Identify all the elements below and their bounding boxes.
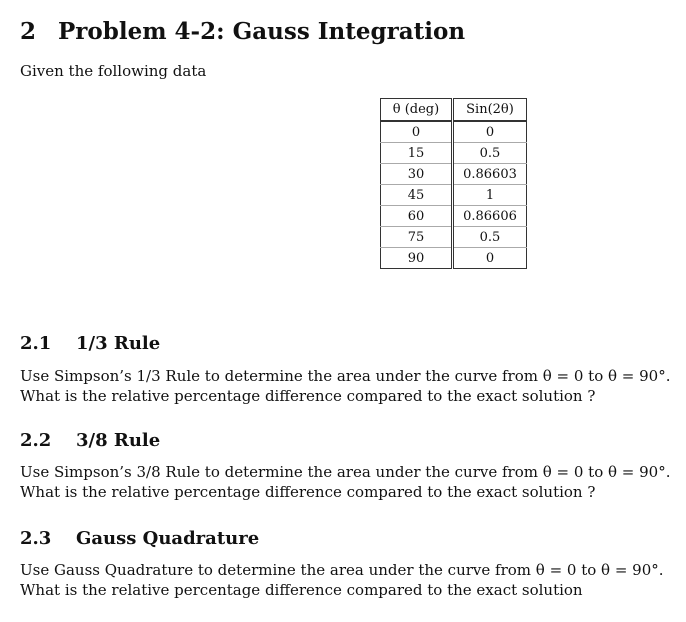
table-cell: 60 xyxy=(381,206,453,227)
body-line: What is the relative percentage difference compared to the exact solution ? xyxy=(20,483,596,501)
subsection-title: 1/3 Rule xyxy=(76,333,161,354)
body-line: Use Simpson’s 1/3 Rule to determine the area under the curve from θ = 0 to θ = 90°. xyxy=(20,367,671,385)
data-table xyxy=(380,98,527,269)
table-row xyxy=(381,227,527,248)
table-row xyxy=(381,248,527,269)
subsection-heading-simpson-13 xyxy=(20,333,160,354)
section-number: 2 xyxy=(20,18,37,45)
header-sin: Sin(2θ) xyxy=(453,99,527,122)
subsection-number: 2.2 xyxy=(20,430,52,451)
table-row xyxy=(381,121,527,143)
subsection-number: 2.1 xyxy=(20,333,52,354)
table-cell: 1 xyxy=(453,185,527,206)
table-row xyxy=(381,164,527,185)
intro-text: Given the following data xyxy=(20,62,207,80)
section-title: Problem 4-2: Gauss Integration xyxy=(58,18,466,45)
subsection-body-simpson-38 xyxy=(20,462,670,502)
table-cell: 0.86603 xyxy=(453,164,527,185)
subsection-title: Gauss Quadrature xyxy=(76,528,260,549)
subsection-body-gauss-quadrature xyxy=(20,560,670,600)
table-cell: 0.86606 xyxy=(453,206,527,227)
table-cell: 75 xyxy=(381,227,453,248)
subsection-title: 3/8 Rule xyxy=(76,430,161,451)
subsection-body-simpson-13 xyxy=(20,366,670,406)
header-theta: θ (deg) xyxy=(381,99,453,122)
body-line: What is the relative percentage difference compared to the exact solution ? xyxy=(20,387,596,405)
table-header-row xyxy=(381,99,527,122)
body-line: What is the relative percentage difference compared to the exact solution xyxy=(20,581,583,599)
body-line: Use Simpson’s 3/8 Rule to determine the area under the curve from θ = 0 to θ = 90°. xyxy=(20,463,671,481)
table-cell: 0 xyxy=(453,121,527,143)
table-row xyxy=(381,185,527,206)
subsection-heading-simpson-38 xyxy=(20,430,160,451)
table-cell: 0 xyxy=(381,121,453,143)
table-cell: 0.5 xyxy=(453,143,527,164)
table-cell: 30 xyxy=(381,164,453,185)
subsection-number: 2.3 xyxy=(20,528,52,549)
table-cell: 90 xyxy=(381,248,453,269)
section-heading xyxy=(20,18,465,45)
table-row xyxy=(381,206,527,227)
table-cell: 15 xyxy=(381,143,453,164)
table-cell: 45 xyxy=(381,185,453,206)
table-cell: 0 xyxy=(453,248,527,269)
table-cell: 0.5 xyxy=(453,227,527,248)
table-row xyxy=(381,143,527,164)
body-line: Use Gauss Quadrature to determine the area under the curve from θ = 0 to θ = 90°. xyxy=(20,561,664,579)
subsection-heading-gauss-quadrature xyxy=(20,528,259,549)
